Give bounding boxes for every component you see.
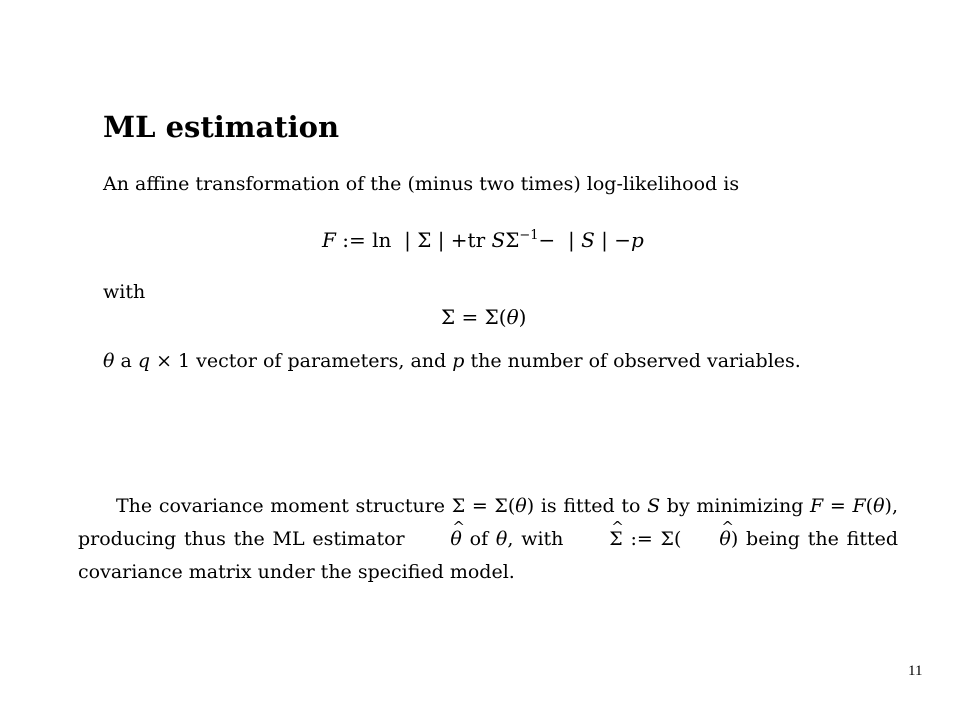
intro-text: An affine transformation of the (minus two times) log-likelihood is: [103, 173, 740, 195]
equation-sigma: Σ = Σ(θ): [441, 305, 527, 329]
theta-description: θ a q × 1 vector of parameters, and p the number of observed variables.: [103, 350, 801, 372]
page-number: 11: [908, 663, 923, 679]
slide-title: ML estimation: [103, 110, 340, 144]
with-text: with: [103, 281, 146, 303]
equation-f: F := ln | Σ | +tr $S\Sigma^{-1}-$ | S | −p: [322, 228, 644, 252]
estimator-paragraph: The covariance moment structure Σ = Σ(θ) is fitted to S by minimizing F = F(θ), producing thus the ML estimator ^ θ of θ, with ^ Σ := Σ(^ θ) being the fitted covariance matrix under the specified model.: [78, 490, 898, 589]
